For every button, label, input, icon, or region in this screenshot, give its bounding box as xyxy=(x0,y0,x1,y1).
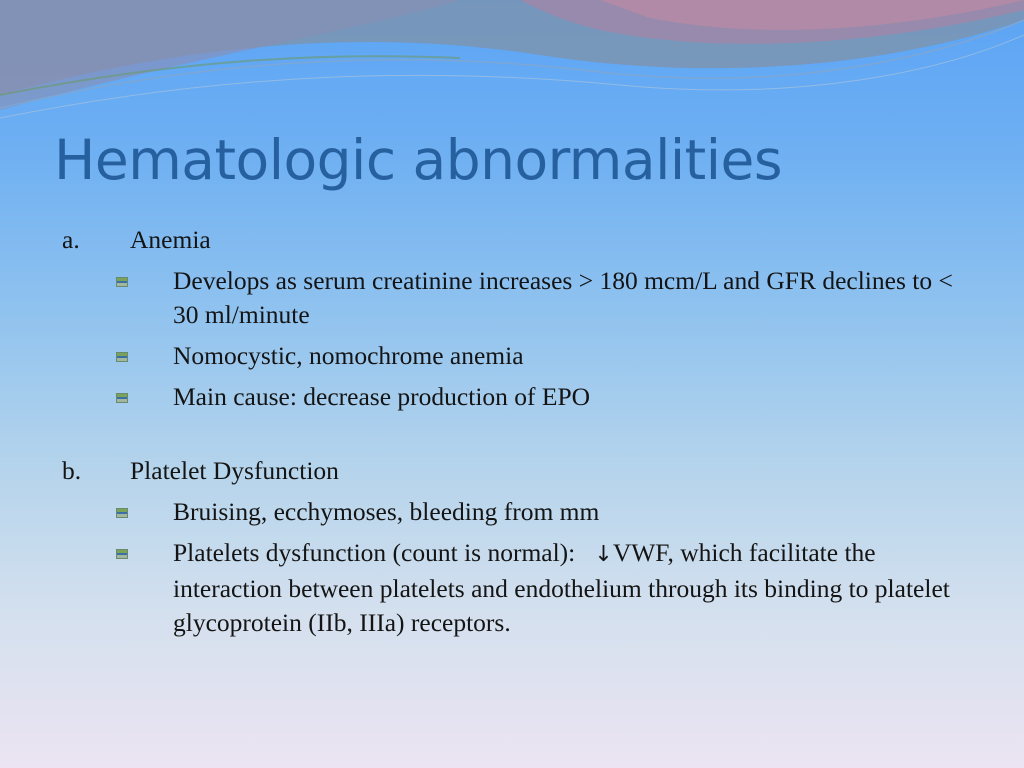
section-heading: Platelet Dysfunction xyxy=(130,456,339,485)
section-heading: Anemia xyxy=(130,225,211,254)
section-heading-row xyxy=(0,223,1024,257)
bullet-list xyxy=(0,264,1024,414)
bullet-icon xyxy=(0,380,173,414)
bullet-icon xyxy=(0,536,173,640)
slide-content xyxy=(0,223,1024,647)
list-item xyxy=(0,495,1024,529)
bullet-text-after-arrow: VWF, which facilitate the interaction between platelets and endothelium through its binding to platelet glycoprotein (IIb, IIIa) receptors. xyxy=(173,538,950,637)
section-anemia xyxy=(0,223,1024,414)
list-item xyxy=(0,264,1024,332)
bullet-text: Main cause: decrease production of EPO xyxy=(173,382,591,411)
bullet-text: Bruising, ecchymoses, bleeding from mm xyxy=(173,497,600,526)
list-item xyxy=(0,339,1024,373)
down-arrow-icon: ↓ xyxy=(594,542,613,567)
section-marker: a. xyxy=(62,225,80,254)
bullet-text: Develops as serum creatinine increases > 180 mcm/L and GFR declines to < 30 ml/minute xyxy=(173,266,953,329)
bullet-icon xyxy=(0,495,173,529)
section-heading-row xyxy=(0,454,1024,488)
bullet-list xyxy=(0,495,1024,640)
bullet-text xyxy=(173,536,963,640)
bullet-icon xyxy=(0,264,173,332)
bullet-icon xyxy=(0,339,173,373)
slide-title: Hematologic abnormalities xyxy=(54,128,782,192)
section-marker: b. xyxy=(62,456,82,485)
list-item xyxy=(0,380,1024,414)
bullet-text: Nomocystic, nomochrome anemia xyxy=(173,341,524,370)
bullet-text-before-arrow: Platelets dysfunction (count is normal): xyxy=(173,538,595,567)
decorative-wave-header xyxy=(0,0,1024,130)
section-platelet-dysfunction xyxy=(0,454,1024,640)
list-item xyxy=(0,536,1024,640)
